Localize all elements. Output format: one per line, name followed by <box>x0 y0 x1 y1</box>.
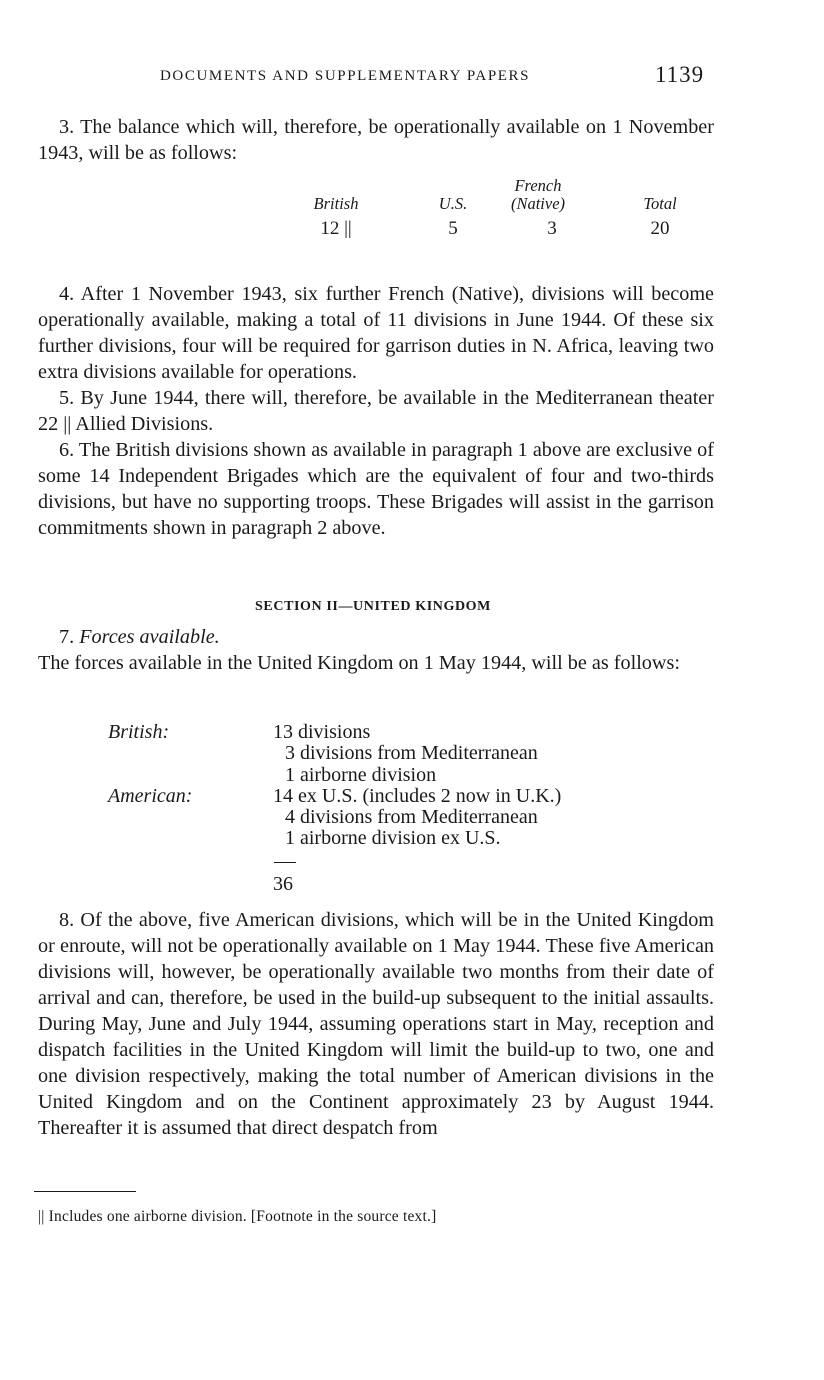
header-french-line1: French <box>514 176 562 195</box>
forces-row <box>108 828 708 849</box>
footnote: || Includes one airborne division. [Footnote in the source text.] <box>38 1208 437 1225</box>
header-total: Total <box>643 194 677 213</box>
forces-list <box>108 721 708 895</box>
paragraphs-4-6 <box>38 281 714 541</box>
forces-item: 4 divisions from Mediterranean <box>285 806 538 829</box>
header-french-line2: (Native) <box>510 194 566 213</box>
paragraph-7-number: 7. <box>59 626 75 648</box>
forces-item: 14 ex U.S. (includes 2 now in U.K.) <box>273 784 562 807</box>
header-british: British <box>313 194 359 213</box>
forces-item: 3 divisions from Mediterranean <box>285 742 538 765</box>
value-total: 20 <box>650 218 670 239</box>
forces-item: 1 airborne division <box>285 763 437 786</box>
value-british: 12 || <box>320 218 352 239</box>
paragraph-8-text: 8. Of the above, five American divisions, which will be in the United Kingdom or enroute, will not be operationally available on 1 May 1944. These five American divisions will, however, be operationally available two months from their date of arrival and can, therefore, be used in the build-up subsequent to the initial assaults. During May, June and July 1944, assuming operations start in May, reception and dispatch facilities in the United Kingdom will limit the build-up to two, one and one division respectively, making the total number of American divisions in the United Kingdom and on the Continent approximately 23 by August 1944. Thereafter it is assumed that direct despatch from <box>38 909 714 1139</box>
paragraph-7-subhead: Forces available. <box>79 626 220 648</box>
paragraph-7-heading <box>38 624 714 650</box>
forces-row <box>108 743 708 764</box>
paragraph-5: 5. By June 1944, there will, therefore, be available in the Mediterranean theater 22 || Allied Divisions. <box>38 387 714 435</box>
paragraph-8 <box>38 907 714 1141</box>
american-label: American: <box>108 784 193 807</box>
header-us: U.S. <box>438 194 468 213</box>
paragraph-4: 4. After 1 November 1943, six further French (Native), divisions will become operationally available, making a total of 11 divisions in June 1944. Of these six further divisions, four will be required for garrison duties in N. Africa, leaving two extra divisions available for operations. <box>38 283 714 383</box>
forces-row <box>108 786 708 807</box>
british-label: British: <box>108 721 170 743</box>
sum-rule <box>274 862 296 863</box>
forces-row <box>108 807 708 828</box>
forces-item: 13 divisions <box>273 721 371 743</box>
paragraph-3-text: 3. The balance which will, therefore, be operationally available on 1 November 1943, will be as follows: <box>38 116 714 164</box>
running-head: DOCUMENTS AND SUPPLEMENTARY PAPERS <box>160 68 531 84</box>
page-number: 1139 <box>655 62 705 87</box>
value-us: 5 <box>448 218 458 239</box>
section-heading: SECTION II—UNITED KINGDOM <box>255 599 491 614</box>
paragraph-7-text: The forces available in the United Kingdom on 1 May 1944, will be as follows: <box>38 652 680 674</box>
forces-item: 1 airborne division ex U.S. <box>285 827 501 850</box>
paragraph-3 <box>38 114 714 166</box>
forces-total: 36 <box>273 873 293 895</box>
value-french: 3 <box>547 218 557 239</box>
forces-row <box>108 722 708 743</box>
paragraph-7 <box>38 624 714 676</box>
forces-row <box>108 765 708 786</box>
footnote-rule <box>34 1191 136 1192</box>
paragraph-6: 6. The British divisions shown as available in paragraph 1 above are exclusive of some 14 Independent Brigades which are the equivalent of four and two-thirds divisions, but have no supporting troops. These Brigades will assist in the garrison commitments shown in paragraph 2 above. <box>38 439 714 539</box>
